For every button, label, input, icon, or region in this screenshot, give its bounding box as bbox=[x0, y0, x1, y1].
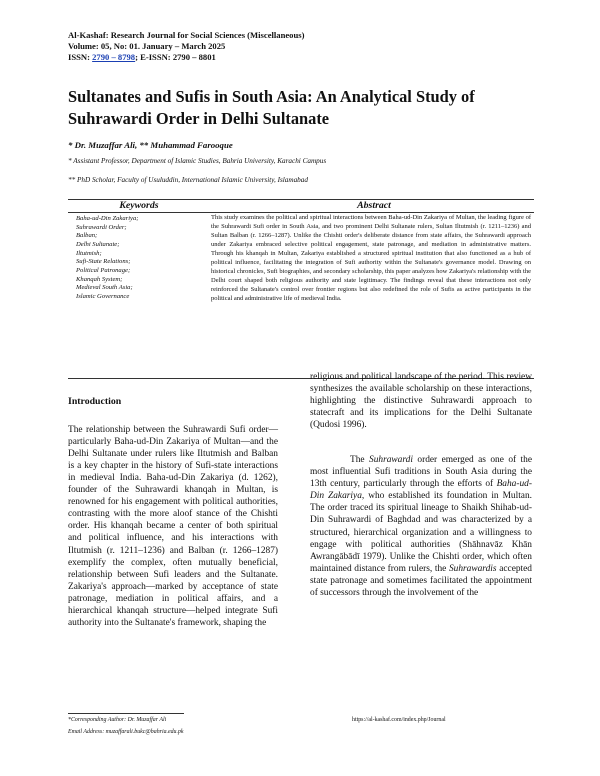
keywords-heading: Keywords bbox=[119, 200, 159, 211]
keyword-line: Balban; bbox=[76, 232, 98, 240]
paragraph-continued: religious and political landscape of the period. This review synthesizes the available scholarship on these interactions, highlighting the distinctive Suhrawardi approach to statecraft and its implications for the Delhi Sultanate (Qudosi 1996). bbox=[310, 372, 532, 431]
keyword-line: Suhrawardi Order; bbox=[76, 223, 127, 231]
email-address: Email Address: muzaffarali.bukc@bahria.edu.pk bbox=[68, 729, 184, 735]
issn-link[interactable]: 2790 – 8798 bbox=[92, 52, 136, 63]
italic-term: Suhrawardi bbox=[369, 455, 413, 466]
journal-header bbox=[68, 30, 538, 64]
text-span: order emerged as one of the most influential Sufi traditions in South Asia during the 13th century, particularly through the efforts of bbox=[310, 455, 533, 490]
paragraph-suhrawardi-order bbox=[310, 454, 532, 599]
journal-name: Al-Kashaf: Research Journal for Social Sciences (Miscellaneous) bbox=[68, 30, 305, 40]
abstract-text: This study examines the political and spiritual interactions between Baha-ud-Din Zakariya of Multan, the leading figure of the Suhrawardi Sufi order in South Asia, and two prominent Delhi Sultanate rulers, Sultan Iltutmish (r. 1211–1236) and Sultan Balban (r. 1266–1287). Unlike the Chishti order's deliberate distance from state affairs, the Suhrawardi approach under Zakariya embraced selective political engagement, state patronage, and mediation in administrative matters. Through his khanqah in Multan, Zakariya established a structured spiritual institution that also functioned as a hub of political influence, facilitating the integration of Sufi authority within the Sultanate's governance model. Drawing on historical chronicles, Sufi biographies, and secondary scholarship, this paper analyzes how Zakariya's relationship with the Delhi court shaped both religious authority and state legitimacy. The findings reveal that these interactions not only reinforced the Sultanate's control over frontier regions but also redefined the role of Sufis as active participants in the political and administrative life of medieval India. bbox=[211, 214, 531, 302]
right-column bbox=[310, 371, 532, 599]
corresponding-author: *Corresponding Author: Dr. Muzaffar Ali bbox=[68, 717, 167, 723]
keyword-line: Khanqah System; bbox=[76, 275, 123, 283]
keyword-line: Sufi-State Relations; bbox=[76, 258, 131, 266]
intro-paragraph: The relationship between the Suhrawardi Sufi order—particularly Baha-ud-Din Zakariya of Multan—and the Delhi Sultanate under rulers like Iltutmish and Balban is a key chapter in the history of Sufi-state interactions in medieval India. Baha-ud-Din Zakariya (d. 1262), founder of the Suhrawardi khanqah in Multan, is renowned for his engagement with political authorities, contrasting with the more aloof stance of the Chishti order. His khanqah became a center of both spiritual and political influence, and his interactions with Iltutmish (r. 1211–1236) and Balban (r. 1266–1287) exemplify the complex, often mutually beneficial, relationship between Sufi leaders and the Sultanate. Zakariya's approach—marked by acceptance of state patronage, mediation in political affairs, and a hierarchical khanqah structure—helped integrate Sufi authority into the Sultanate's framework, shaping the bbox=[68, 425, 278, 628]
keyword-line: Medieval South Asia; bbox=[76, 284, 133, 292]
left-column bbox=[68, 396, 278, 629]
affiliation-2: ** PhD Scholar, Faculty of Usuluddin, International Islamic University, Islamabad bbox=[68, 176, 308, 184]
journal-issn bbox=[68, 52, 538, 63]
keywords-list bbox=[76, 215, 207, 302]
keyword-line: Iltutmish; bbox=[76, 249, 102, 257]
keyword-line: Delhi Sultanate; bbox=[76, 240, 120, 248]
text-span: The bbox=[350, 455, 370, 466]
article-title: Sultanates and Sufis in South Asia: An Analytical Study of Suhrawardi Order in Delhi Sultanate bbox=[68, 87, 475, 128]
text-span: accepted state patronage and sometimes facilitated the appointment of successors through the involvement of the bbox=[310, 563, 532, 598]
eissn-text: ; E-ISSN: 2790 – 8801 bbox=[135, 52, 216, 63]
italic-term: Baha-ud-Din Zakariya bbox=[310, 479, 532, 502]
text-span: , who established its foundation in Multan. The order traced its spiritual lineage to Shaikh Shihab-ud-Din Suhrawardi of Baghdad and was characterized by a structured, hierarchical organization and a willingness to engage with political authorities (Shāhnavāz Khān Awrangābādī 1979). Unlike the Chishti order, which often maintained distance from rulers, the bbox=[310, 491, 533, 574]
divider bbox=[68, 212, 534, 213]
issn-label: ISSN: bbox=[68, 52, 93, 63]
journal-volume: Volume: 05, No: 01. January – March 2025 bbox=[68, 41, 226, 52]
keyword-line: Political Patronage; bbox=[76, 266, 131, 274]
authors: * Dr. Muzaffar Ali, ** Muhammad Farooque bbox=[68, 140, 233, 150]
keyword-line: Islamic Governance bbox=[76, 292, 130, 300]
abstract-heading: Abstract bbox=[357, 200, 391, 211]
italic-term: Suhrawardis bbox=[448, 563, 497, 574]
journal-url[interactable]: https://al-kashaf.com/index.php/Journal bbox=[352, 717, 446, 723]
footnote-divider bbox=[68, 713, 184, 714]
keyword-line: Baha-ud-Din Zakariya; bbox=[76, 215, 139, 222]
section-heading: Introduction bbox=[68, 396, 122, 407]
affiliation-1: * Assistant Professor, Department of Islamic Studies, Bahria University, Karachi Campus bbox=[68, 157, 327, 165]
